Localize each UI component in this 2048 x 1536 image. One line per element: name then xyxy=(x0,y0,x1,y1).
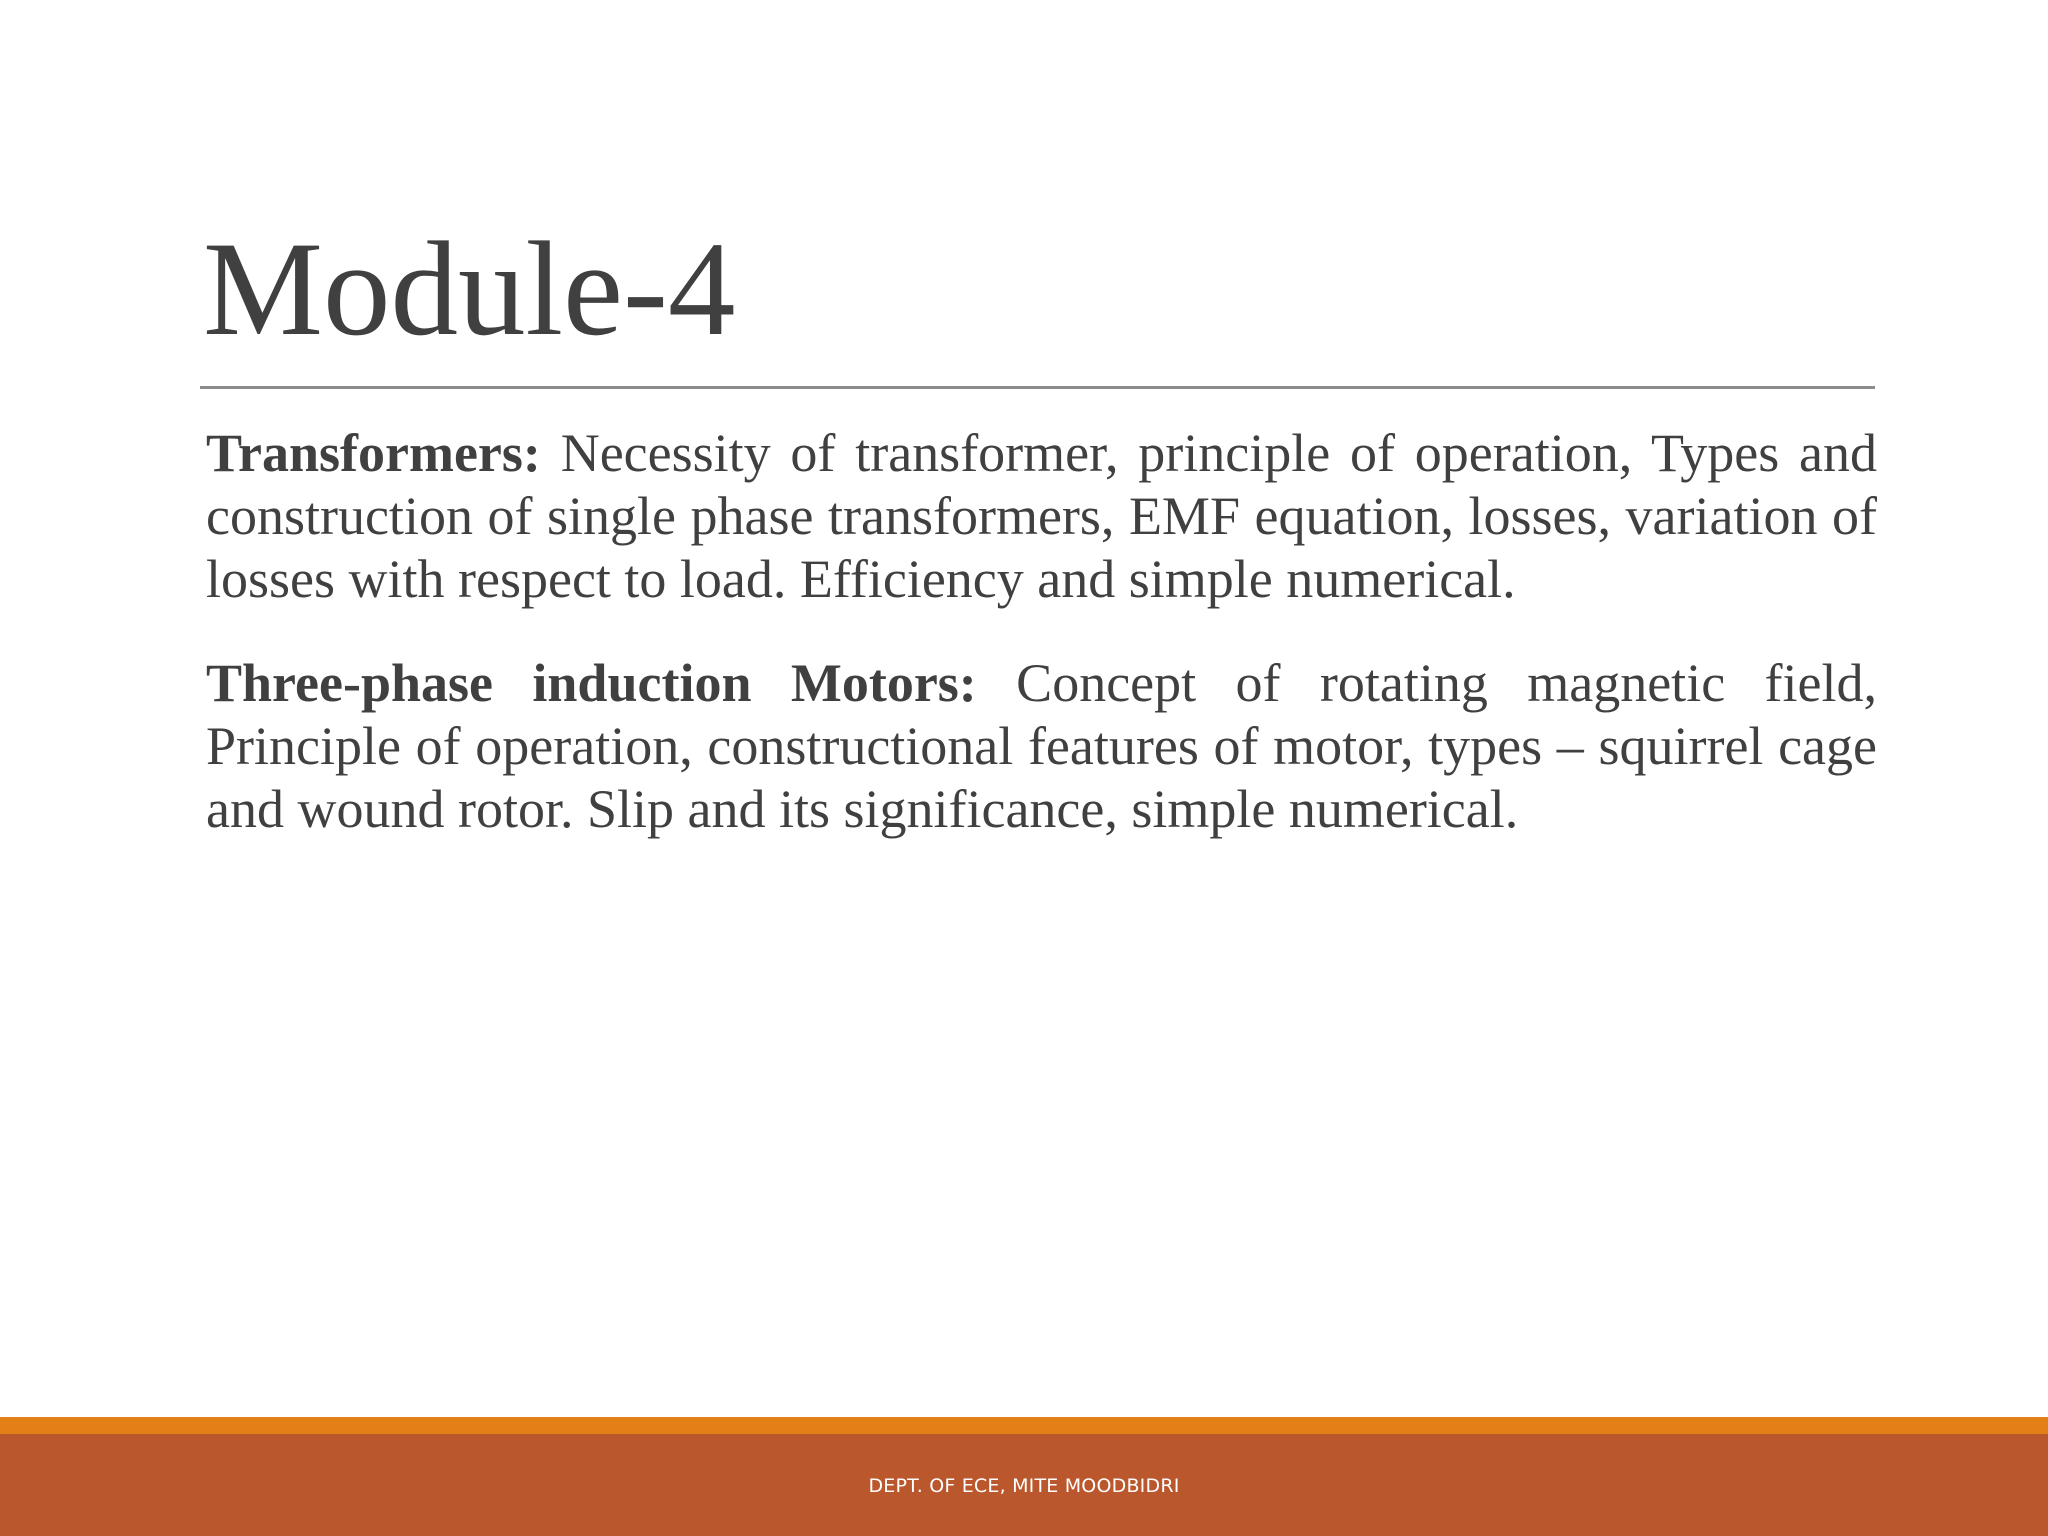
paragraph-text: Concept of rotating magnetic field, Principle of operation, constructional features of motor, types – squirrel cage and wound rotor. Slip and its significance, simple numerical. xyxy=(206,653,1878,839)
paragraph-lead: Transformers: xyxy=(206,423,541,483)
paragraph-transformers xyxy=(206,422,1877,611)
paragraph-lead: Three-phase induction Motors: xyxy=(206,653,977,713)
footer-accent-stripe xyxy=(0,1417,2048,1434)
title-divider xyxy=(200,386,1875,389)
slide-title: Module-4 xyxy=(203,215,736,364)
footer-text: DEPT. OF ECE, MITE MOODBIDRI xyxy=(868,1475,1180,1497)
paragraph-text: Necessity of transformer, principle of operation, Types and construction of single phase transformers, EMF equation, losses, variation of losses with respect to load. Efficiency and simple numerical. xyxy=(206,423,1877,609)
paragraph-induction-motors xyxy=(206,652,1877,841)
slide-body xyxy=(206,422,1877,882)
